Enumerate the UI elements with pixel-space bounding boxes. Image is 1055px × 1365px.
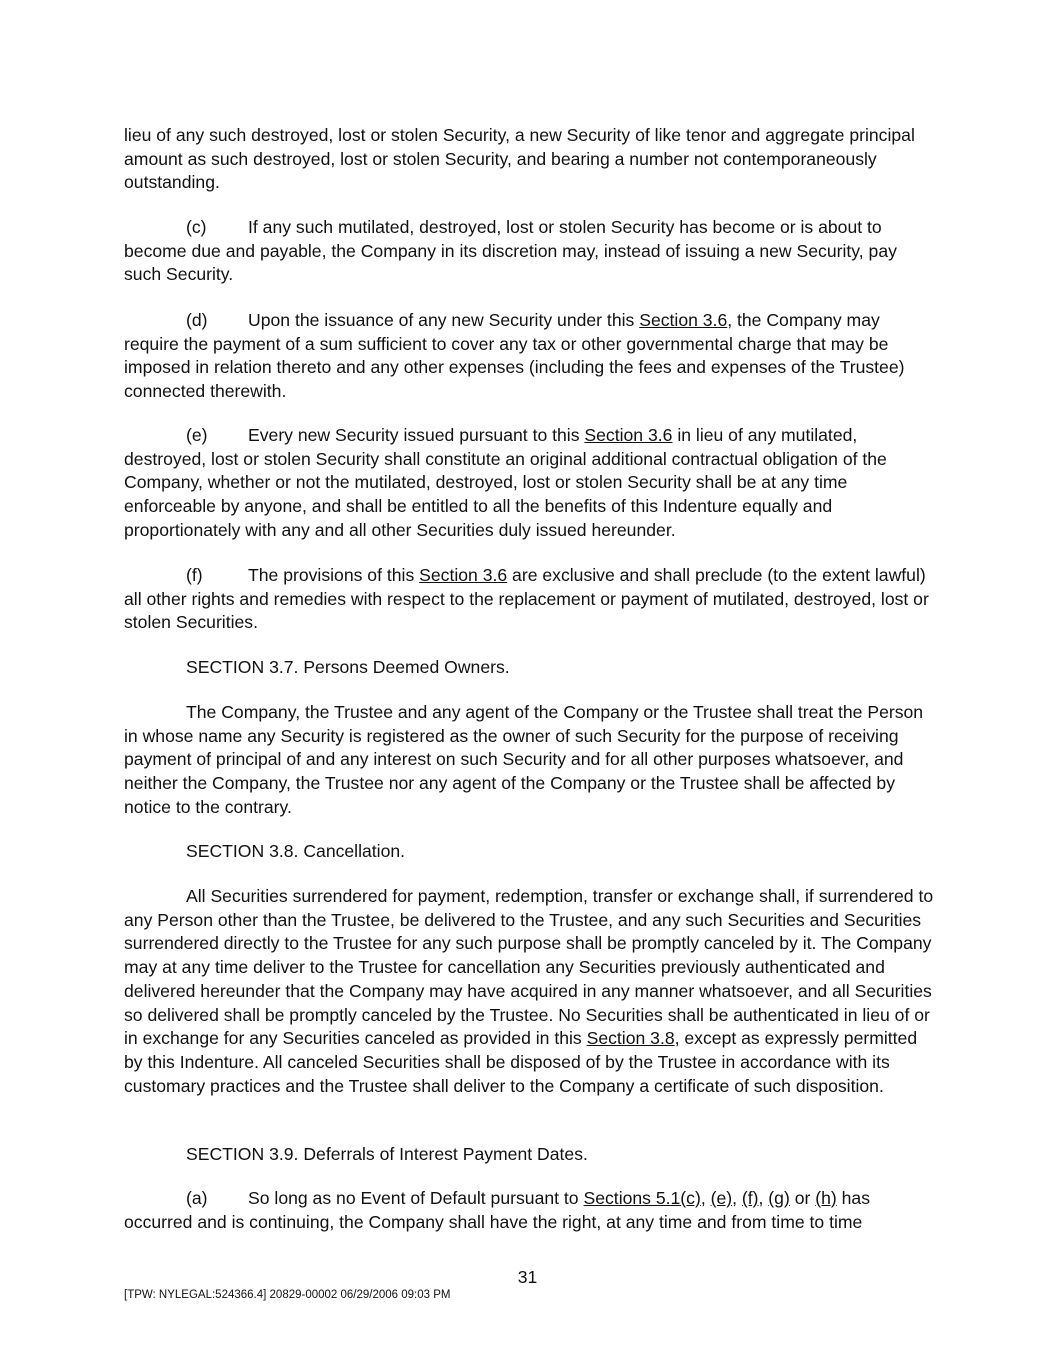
paragraph-3-7: The Company, the Trustee and any agent of the Company or the Trustee shall treat the Person in whose name any Security is registered as the owner of such Security for the purpose of receiving payment of principal of and any interest on such Security and for all other purposes whatsoever, and neither the Company, the Trustee nor any agent of the Company or the Trustee shall be affected by notice to the contrary. bbox=[124, 702, 924, 817]
paragraph-d: (d) Upon the issuance of any new Security under this Section 3.6, the Company may require the payment of a sum sufficient to cover any tax or other governmental charge that may be imposed in relation thereto and any other expenses (including the fees and expenses of the Trustee) connected therewith. bbox=[124, 310, 905, 402]
section-reference: Section 3.6 bbox=[639, 310, 728, 330]
section-reference: Section 3.6 bbox=[419, 565, 508, 585]
section-reference: Sections 5.1(c) bbox=[583, 1188, 701, 1208]
paragraph-marker: (a) bbox=[186, 1188, 208, 1208]
section-heading-3-9: SECTION 3.9. Deferrals of Interest Payment Dates. bbox=[186, 1144, 588, 1164]
paragraph-f: (f) The provisions of this Section 3.6 are exclusive and shall preclude (to the extent lawful) all other rights and remedies with respect to the replacement or payment of mutilated, destroyed, lost or stolen Securities. bbox=[124, 565, 929, 633]
section-reference: Section 3.6 bbox=[584, 425, 673, 445]
paragraph-3-8: All Securities surrendered for payment, redemption, transfer or exchange shall, if surrendered to any Person other than the Trustee, be delivered to the Trustee, and any such Securities and Securities surrendered directly to the Trustee for any such purpose shall be promptly canceled by it. The Company may at any time deliver to the Trustee for cancellation any Securities previously authenticated and delivered hereunder that the Company may have acquired in any manner whatsoever, and all Securities so delivered shall be promptly canceled by the Trustee. No Securities shall be authenticated in lieu of or in exchange for any Securities canceled as provided in this Section 3.8, except as expressly permitted by this Indenture. All canceled Securities shall be disposed of by the Trustee in accordance with its customary practices and the Trustee shall deliver to the Company a certificate of such disposition. bbox=[124, 886, 934, 1096]
section-heading-3-7: SECTION 3.7. Persons Deemed Owners. bbox=[186, 657, 510, 677]
section-heading-3-8: SECTION 3.8. Cancellation. bbox=[186, 841, 406, 861]
paragraph-marker: (f) bbox=[186, 565, 203, 585]
section-reference: (e) bbox=[710, 1188, 733, 1208]
paragraph-intro: lieu of any such destroyed, lost or stolen Security, a new Security of like tenor and aggregate principal amount as such destroyed, lost or stolen Security, and bearing a number not contemporaneously outstanding. bbox=[124, 125, 915, 193]
paragraph-marker: (c) bbox=[186, 217, 207, 237]
paragraph-3-9-a: (a) So long as no Event of Default pursuant to Sections 5.1(c), (e), (f), (g) or (h) has occurred and is continuing, the Company shall have the right, at any time and from time to time bbox=[124, 1188, 871, 1232]
paragraph-e: (e) Every new Security issued pursuant to this Section 3.6 in lieu of any mutilated, destroyed, lost or stolen Security shall constitute an original additional contractual obligation of the Company, whether or not the mutilated, destroyed, lost or stolen Security shall be at any time enforceable by anyone, and shall be entitled to all the benefits of this Indenture equally and proportionately with any and all other Securities duly issued hereunder. bbox=[124, 425, 887, 540]
section-reference: Section 3.8 bbox=[586, 1028, 675, 1049]
section-reference: (g) bbox=[768, 1188, 790, 1208]
page-number: 31 bbox=[517, 1267, 538, 1287]
paragraph-marker: (d) bbox=[186, 310, 208, 330]
document-footer: [TPW: NYLEGAL:524366.4] 20829-00002 06/29/2006 09:03 PM bbox=[124, 1289, 451, 1301]
paragraph-marker: (e) bbox=[186, 425, 208, 445]
section-reference: (f) bbox=[741, 1188, 759, 1208]
paragraph-c: (c) If any such mutilated, destroyed, lost or stolen Security has become or is about to become due and payable, the Company in its discretion may, instead of issuing a new Security, pay such Security. bbox=[124, 217, 897, 285]
section-reference: (h) bbox=[815, 1188, 837, 1208]
